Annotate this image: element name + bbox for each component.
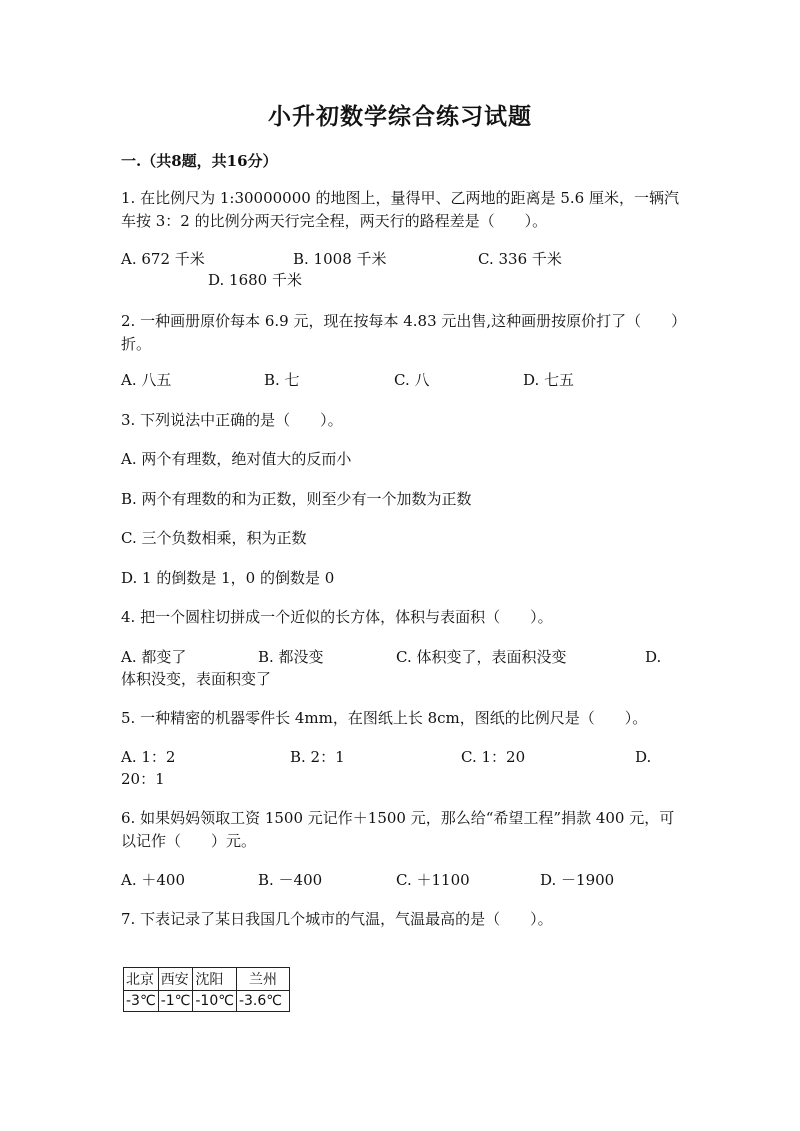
table-row bbox=[124, 991, 290, 1012]
question-7: 7. 下表记录了某日我国几个城市的气温，气温最高的是（ ）。 bbox=[121, 910, 553, 928]
q4-option-c: C. 体积变了，表面积没变 bbox=[396, 648, 567, 666]
q4-option-b: B. 都没变 bbox=[258, 648, 324, 666]
q1-option-b: B. 1008 千米 bbox=[293, 250, 387, 268]
table-cell: -1℃ bbox=[158, 991, 193, 1012]
q6-option-b: B. －400 bbox=[258, 871, 323, 889]
q3-option-d: D. 1 的倒数是 1，0 的倒数是 0 bbox=[121, 569, 335, 587]
q5-option-b: B. 2：1 bbox=[290, 748, 345, 766]
temperature-table bbox=[123, 967, 290, 1012]
q6-option-c: C. ＋1100 bbox=[396, 871, 470, 889]
q6-option-a: A. ＋400 bbox=[121, 871, 185, 889]
q6-option-d: D. －1900 bbox=[540, 871, 615, 889]
table-header-cell: 西安 bbox=[158, 968, 193, 991]
table-header-cell: 兰州 bbox=[236, 968, 289, 991]
q5-option-c: C. 1：20 bbox=[461, 748, 526, 766]
table-header-cell: 北京 bbox=[124, 968, 159, 991]
q4-option-d: D. 体积没变，表面积变了 bbox=[121, 648, 662, 688]
question-3: 3. 下列说法中正确的是（ ）。 bbox=[121, 411, 343, 429]
table-header-row bbox=[124, 968, 290, 991]
question-1: 1. 在比例尺为 1:30000000 的地图上，量得甲、乙两地的距离是 5.6 厘米，一辆汽车按 3：2 的比例分两天行完全程，两天行的路程差是（ ）。 bbox=[121, 189, 679, 230]
q1-option-a: A. 672 千米 bbox=[121, 250, 205, 268]
page-title: 小升初数学综合练习试题 bbox=[268, 103, 532, 130]
table-cell: -3.6℃ bbox=[236, 991, 289, 1012]
section-heading: 一.（共8题，共16分） bbox=[121, 152, 278, 170]
q2-option-d: D. 七五 bbox=[523, 371, 575, 389]
q2-option-a: A. 八五 bbox=[121, 371, 172, 389]
q1-option-d: D. 1680 千米 bbox=[208, 271, 302, 289]
q2-option-c: C. 八 bbox=[394, 371, 430, 389]
question-5: 5. 一种精密的机器零件长 4mm，在图纸上长 8cm，图纸的比例尺是（ ）。 bbox=[121, 709, 648, 727]
question-2: 2. 一种画册原价每本 6.9 元，现在按每本 4.83 元出售,这种画册按原价打了（ ）折。 bbox=[121, 312, 679, 353]
q3-option-b: B. 两个有理数的和为正数，则至少有一个加数为正数 bbox=[121, 490, 472, 508]
q2-option-b: B. 七 bbox=[264, 371, 300, 389]
q4-option-a: A. 都变了 bbox=[121, 648, 187, 666]
table-cell: -3℃ bbox=[124, 991, 159, 1012]
q1-option-c: C. 336 千米 bbox=[478, 250, 562, 268]
question-4: 4. 把一个圆柱切拼成一个近似的长方体，体积与表面积（ ）。 bbox=[121, 608, 553, 626]
table-cell: -10℃ bbox=[193, 991, 237, 1012]
q5-option-d: D. 20：1 bbox=[121, 748, 652, 788]
question-6: 6. 如果妈妈领取工资 1500 元记作＋1500 元，那么给“希望工程”捐款 400 元，可以记作（ ）元。 bbox=[121, 809, 675, 850]
table-header-cell: 沈阳 bbox=[193, 968, 237, 991]
q3-option-c: C. 三个负数相乘，积为正数 bbox=[121, 529, 307, 547]
q5-option-a: A. 1：2 bbox=[121, 748, 176, 766]
q3-option-a: A. 两个有理数，绝对值大的反而小 bbox=[121, 450, 352, 468]
